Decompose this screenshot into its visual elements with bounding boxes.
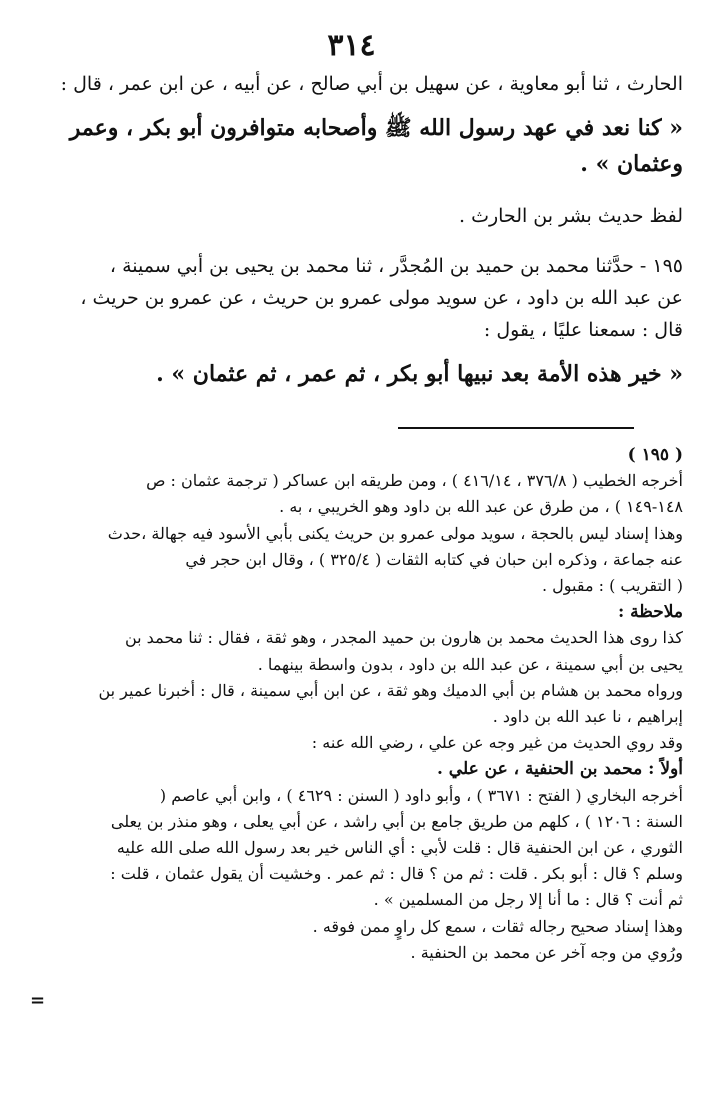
footnote-subheading: ملاحظة : bbox=[617, 602, 683, 623]
footnote-line: الثوري ، عن ابن الحنفية قال : قلت لأبي : أي الناس خير بعد رسول الله صلى الله عليه bbox=[116, 838, 683, 858]
quote-line: وعثمان » . bbox=[580, 151, 683, 177]
footnote-line: السنة : ١٢٠٦ ) ، كلهم من طريق جامع بن أبي راشد ، عن أبي يعلى ، وهو منذر بن يعلى bbox=[110, 811, 683, 831]
footnote-line: أخرجه الخطيب ( ٣٧٦/٨ ، ٤١٦/١٤ ) ، ومن طريقه ابن عساكر ( ترجمة عثمان : ص bbox=[146, 471, 683, 491]
footnote-line: وهذا إسناد صحيح رجاله ثقات ، سمع كل راوٍ ممن فوقه . bbox=[312, 916, 683, 936]
footnote-heading: ( ١٩٥ ) bbox=[627, 445, 683, 465]
footnote-line: ورُوي من وجه آخر عن محمد بن الحنفية . bbox=[410, 942, 683, 962]
continuation-mark: = bbox=[30, 990, 46, 1011]
footnote-line: وهذا إسناد ليس بالحجة ، سويد مولى عمرو بن حريث يكنى بأبي الأسود فيه جهالة ،حدث bbox=[107, 523, 683, 543]
text-line: الحارث ، ثنا أبو معاوية ، عن سهيل بن أبي صالح ، عن أبيه ، عن ابن عمر ، قال : bbox=[60, 73, 683, 95]
footnote-line: وقد روي الحديث من غير وجه عن علي ، رضي الله عنه : bbox=[311, 733, 683, 753]
text-line: لفظ حديث بشر بن الحارث . bbox=[459, 205, 683, 227]
footnotes bbox=[20, 442, 683, 966]
footnote-subheading: أولاً : محمد بن الحنفية ، عن علي . bbox=[436, 759, 683, 780]
footnote-line: ( التقريب ) : مقبول . bbox=[541, 576, 683, 596]
footnote-line: كذا روى هذا الحديث محمد بن هارون بن حميد المجدر ، وهو ثقة ، فقال : ثنا محمد بن bbox=[124, 628, 683, 648]
footnote-divider bbox=[398, 427, 634, 429]
footnote-line: أخرجه البخاري ( الفتح : ٣٦٧١ ) ، وأبو داود ( السنن : ٤٦٢٩ ) ، وابن أبي عاصم ( bbox=[159, 785, 683, 805]
footnote-line: ثم أنت ؟ قال : ما أنا إلا رجل من المسلمين » . bbox=[373, 890, 683, 910]
footnote-line: يحيى بن أبي سمينة ، عن عبد الله بن داود ، بدون واسطة بينهما . bbox=[257, 654, 683, 674]
quote-line: « كنا نعد في عهد رسول الله ﷺ وأصحابه متوافرون أبو بكر ، وعمر bbox=[69, 115, 683, 141]
hadith-line: قال : سمعنا عليًا ، يقول : bbox=[483, 319, 683, 341]
page-number: ٣١٤ bbox=[327, 28, 376, 63]
footnote-line: وسلم ؟ قال : أبو بكر . قلت : ثم من ؟ قال : ثم عمر . وخشيت أن يقول عثمان ، قلت : bbox=[110, 864, 683, 884]
footnote-line: ورواه محمد بن هشام بن أبي الدميك وهو ثقة ، عن ابن أبي سمينة ، قال : أخبرنا عمير بن bbox=[98, 680, 683, 700]
footnote-line: عنه جماعة ، وذكره ابن حبان في كتابه الثقات ( ٣٢٥/٤ ) ، وقال ابن حجر في bbox=[185, 549, 683, 569]
hadith-line: ١٩٥ - حدَّثنا محمد بن حميد بن المُجدَّر ، ثنا محمد بن يحيى بن أبي سمينة ، bbox=[109, 255, 683, 277]
footnote-line: ١٤٨-١٤٩ ) ، من طرق عن عبد الله بن داود وهو الخريبي ، به . bbox=[279, 497, 683, 517]
footnote-line: إبراهيم ، نا عبد الله بن داود . bbox=[492, 707, 683, 727]
quote-line: « خير هذه الأمة بعد نبيها أبو بكر ، ثم عمر ، ثم عثمان » . bbox=[156, 361, 683, 387]
hadith-line: عن عبد الله بن داود ، عن سويد مولى عمرو بن حريث ، عن عمرو بن حريث ، bbox=[80, 287, 683, 309]
main-text bbox=[20, 68, 683, 392]
